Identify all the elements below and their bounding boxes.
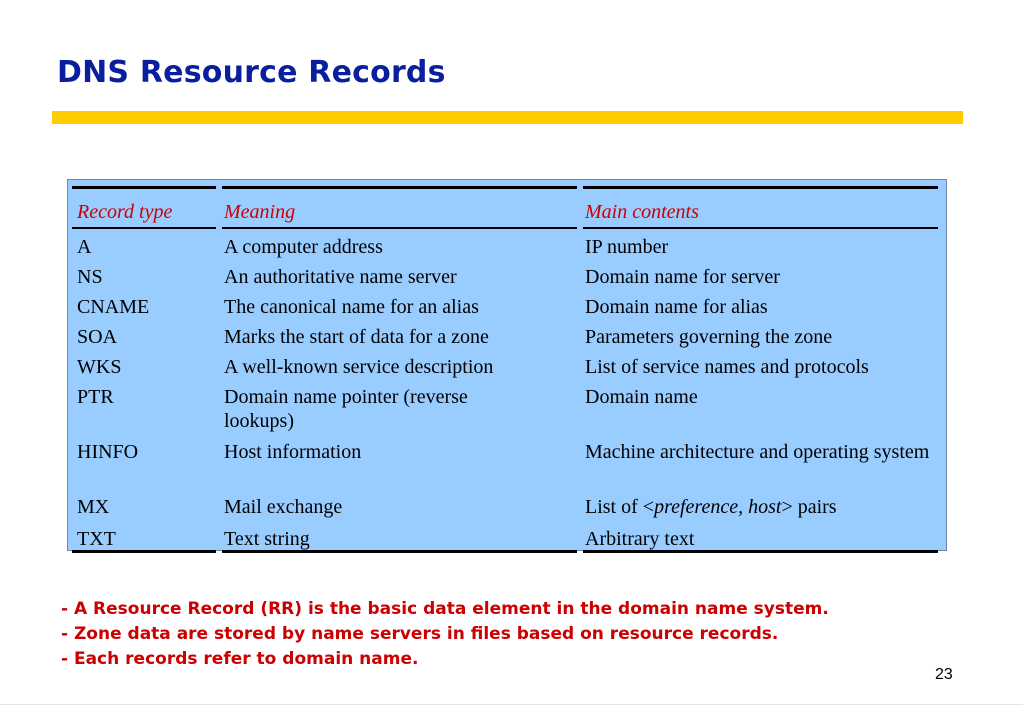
note-line: - A Resource Record (RR) is the basic data element in the domain name system. [61,599,829,619]
note-line: - Zone data are stored by name servers in files based on resource records. [61,624,779,644]
table-cell-meaning: Host information [224,441,362,463]
table-cell-meaning: Domain name pointer (reverse lookups) [224,386,468,432]
table-cell-contents: List of service names and protocols [585,356,869,378]
header-record-type: Record type [77,201,173,223]
table-top-rule [222,186,577,189]
table-cell-type: WKS [77,356,122,378]
table-cell-meaning: Marks the start of data for a zone [224,326,489,348]
table-cell-type: PTR [77,386,114,408]
contents-italic: preference, host [654,496,782,518]
header-main-contents: Main contents [585,201,699,223]
page-number: 23 [935,666,953,683]
table-cell-contents: IP number [585,236,669,258]
table-cell-contents: Domain name for alias [585,296,768,318]
bottom-divider [0,704,1023,705]
title-underline-bar [52,111,963,124]
contents-suffix: > pairs [781,496,837,518]
table-cell-contents: Machine architecture and operating system [585,441,930,463]
table-cell-type: NS [77,266,103,288]
table-cell-type: TXT [77,528,116,550]
notes-list [61,597,829,672]
table-cell-contents: Arbitrary text [585,528,695,550]
table-cell-type: A [77,236,92,258]
table-cell-meaning: A computer address [224,236,383,258]
table-top-rule [72,186,216,189]
table-cell-contents: Parameters governing the zone [585,326,833,348]
table-top-rule [583,186,938,189]
records-table [67,179,947,551]
table-cell-meaning: An authoritative name server [224,266,457,288]
table-cell-type: HINFO [77,441,139,463]
table-header-rule [583,227,938,229]
table-header-rule [222,227,577,229]
table-cell-type: MX [77,496,110,518]
table-cell-contents: Domain name [585,386,698,408]
note-line: - Each records refer to domain name. [61,649,419,669]
table-cell-meaning: A well-known service description [224,356,494,378]
table-cell-meaning: Mail exchange [224,496,343,518]
table-cell-type: SOA [77,326,118,348]
header-meaning: Meaning [224,201,296,223]
table-cell-contents [585,495,837,519]
contents-prefix: List of < [585,496,655,518]
slide-title: DNS Resource Records [57,55,446,90]
table-cell-meaning: Text string [224,528,310,550]
table-cell-contents: Domain name for server [585,266,780,288]
table-header-rule [72,227,216,229]
table-cell-type: CNAME [77,296,150,318]
table-cell-meaning: The canonical name for an alias [224,296,479,318]
